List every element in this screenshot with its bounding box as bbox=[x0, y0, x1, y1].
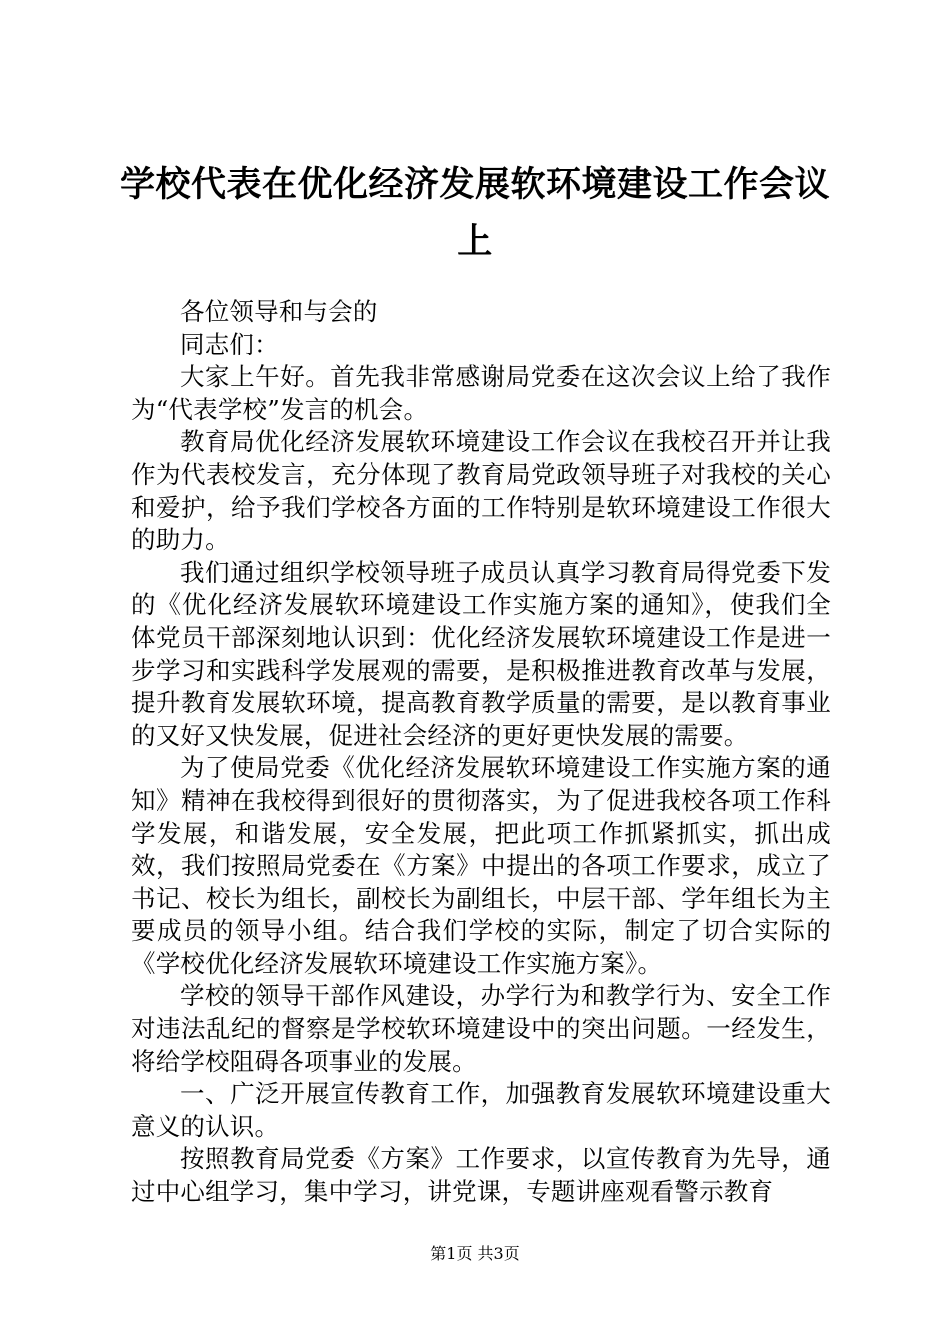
section-heading: 一、广泛开展宣传教育工作，加强教育发展软环境建设重大意义的认识。 bbox=[131, 1079, 831, 1141]
paragraph: 大家上午好。首先我非常感谢局党委在这次会议上给了我作为“代表学校”发言的机会。 bbox=[131, 362, 831, 424]
salutation-line-1: 各位领导和与会的 bbox=[180, 297, 378, 326]
paragraph: 按照教育局党委《方案》工作要求，以宣传教育为先导，通过中心组学习，集中学习，讲党课，专题讲座观看警示教育 bbox=[131, 1144, 831, 1207]
page-number-footer: 第1页 共3页 bbox=[430, 1244, 520, 1263]
paragraph: 学校的领导干部作风建设，办学行为和教学行为、安全工作对违法乱纪的督察是学校软环境建设中的突出问题。一经发生，将给学校阻碍各项事业的发展。 bbox=[131, 981, 831, 1076]
paragraph: 为了使局党委《优化经济发展软环境建设工作实施方案的通知》精神在我校得到很好的贯彻落实，为了促进我校各项工作科学发展，和谐发展，安全发展，把此项工作抓紧抓实，抓出成效，我们按照局党委在《方案》中提出的各项工作要求，成立了书记、校长为组长，副校长为副组长，中层干部、学年组长为主要成员的领导小组。结合我们学校的实际，制定了切合实际的《学校优化经济发展软环境建设工作实施方案》。 bbox=[131, 753, 831, 978]
document-title: 学校代表在优化经济发展软环境建设工作会议上 bbox=[120, 164, 831, 262]
salutation-line-2: 同志们： bbox=[180, 329, 279, 359]
paragraph: 教育局优化经济发展软环境建设工作会议在我校召开并让我作为代表校发言，充分体现了教育局党政领导班子对我校的关心和爱护，给予我们学校各方面的工作特别是软环境建设工作很大的助力。 bbox=[131, 427, 831, 555]
document-body bbox=[131, 296, 831, 1209]
paragraph: 我们通过组织学校领导班子成员认真学习教育局得党委下发的《优化经济发展软环境建设工作实施方案的通知》，使我们全体党员干部深刻地认识到：优化经济发展软环境建设工作是进一步学习和实践科学发展观的需要，是积极推进教育改革与发展，提升教育发展软环境，提高教育教学质量的需要，是以教育事业的又好又快发展，促进社会经济的更好更快发展的需要。 bbox=[131, 557, 831, 750]
